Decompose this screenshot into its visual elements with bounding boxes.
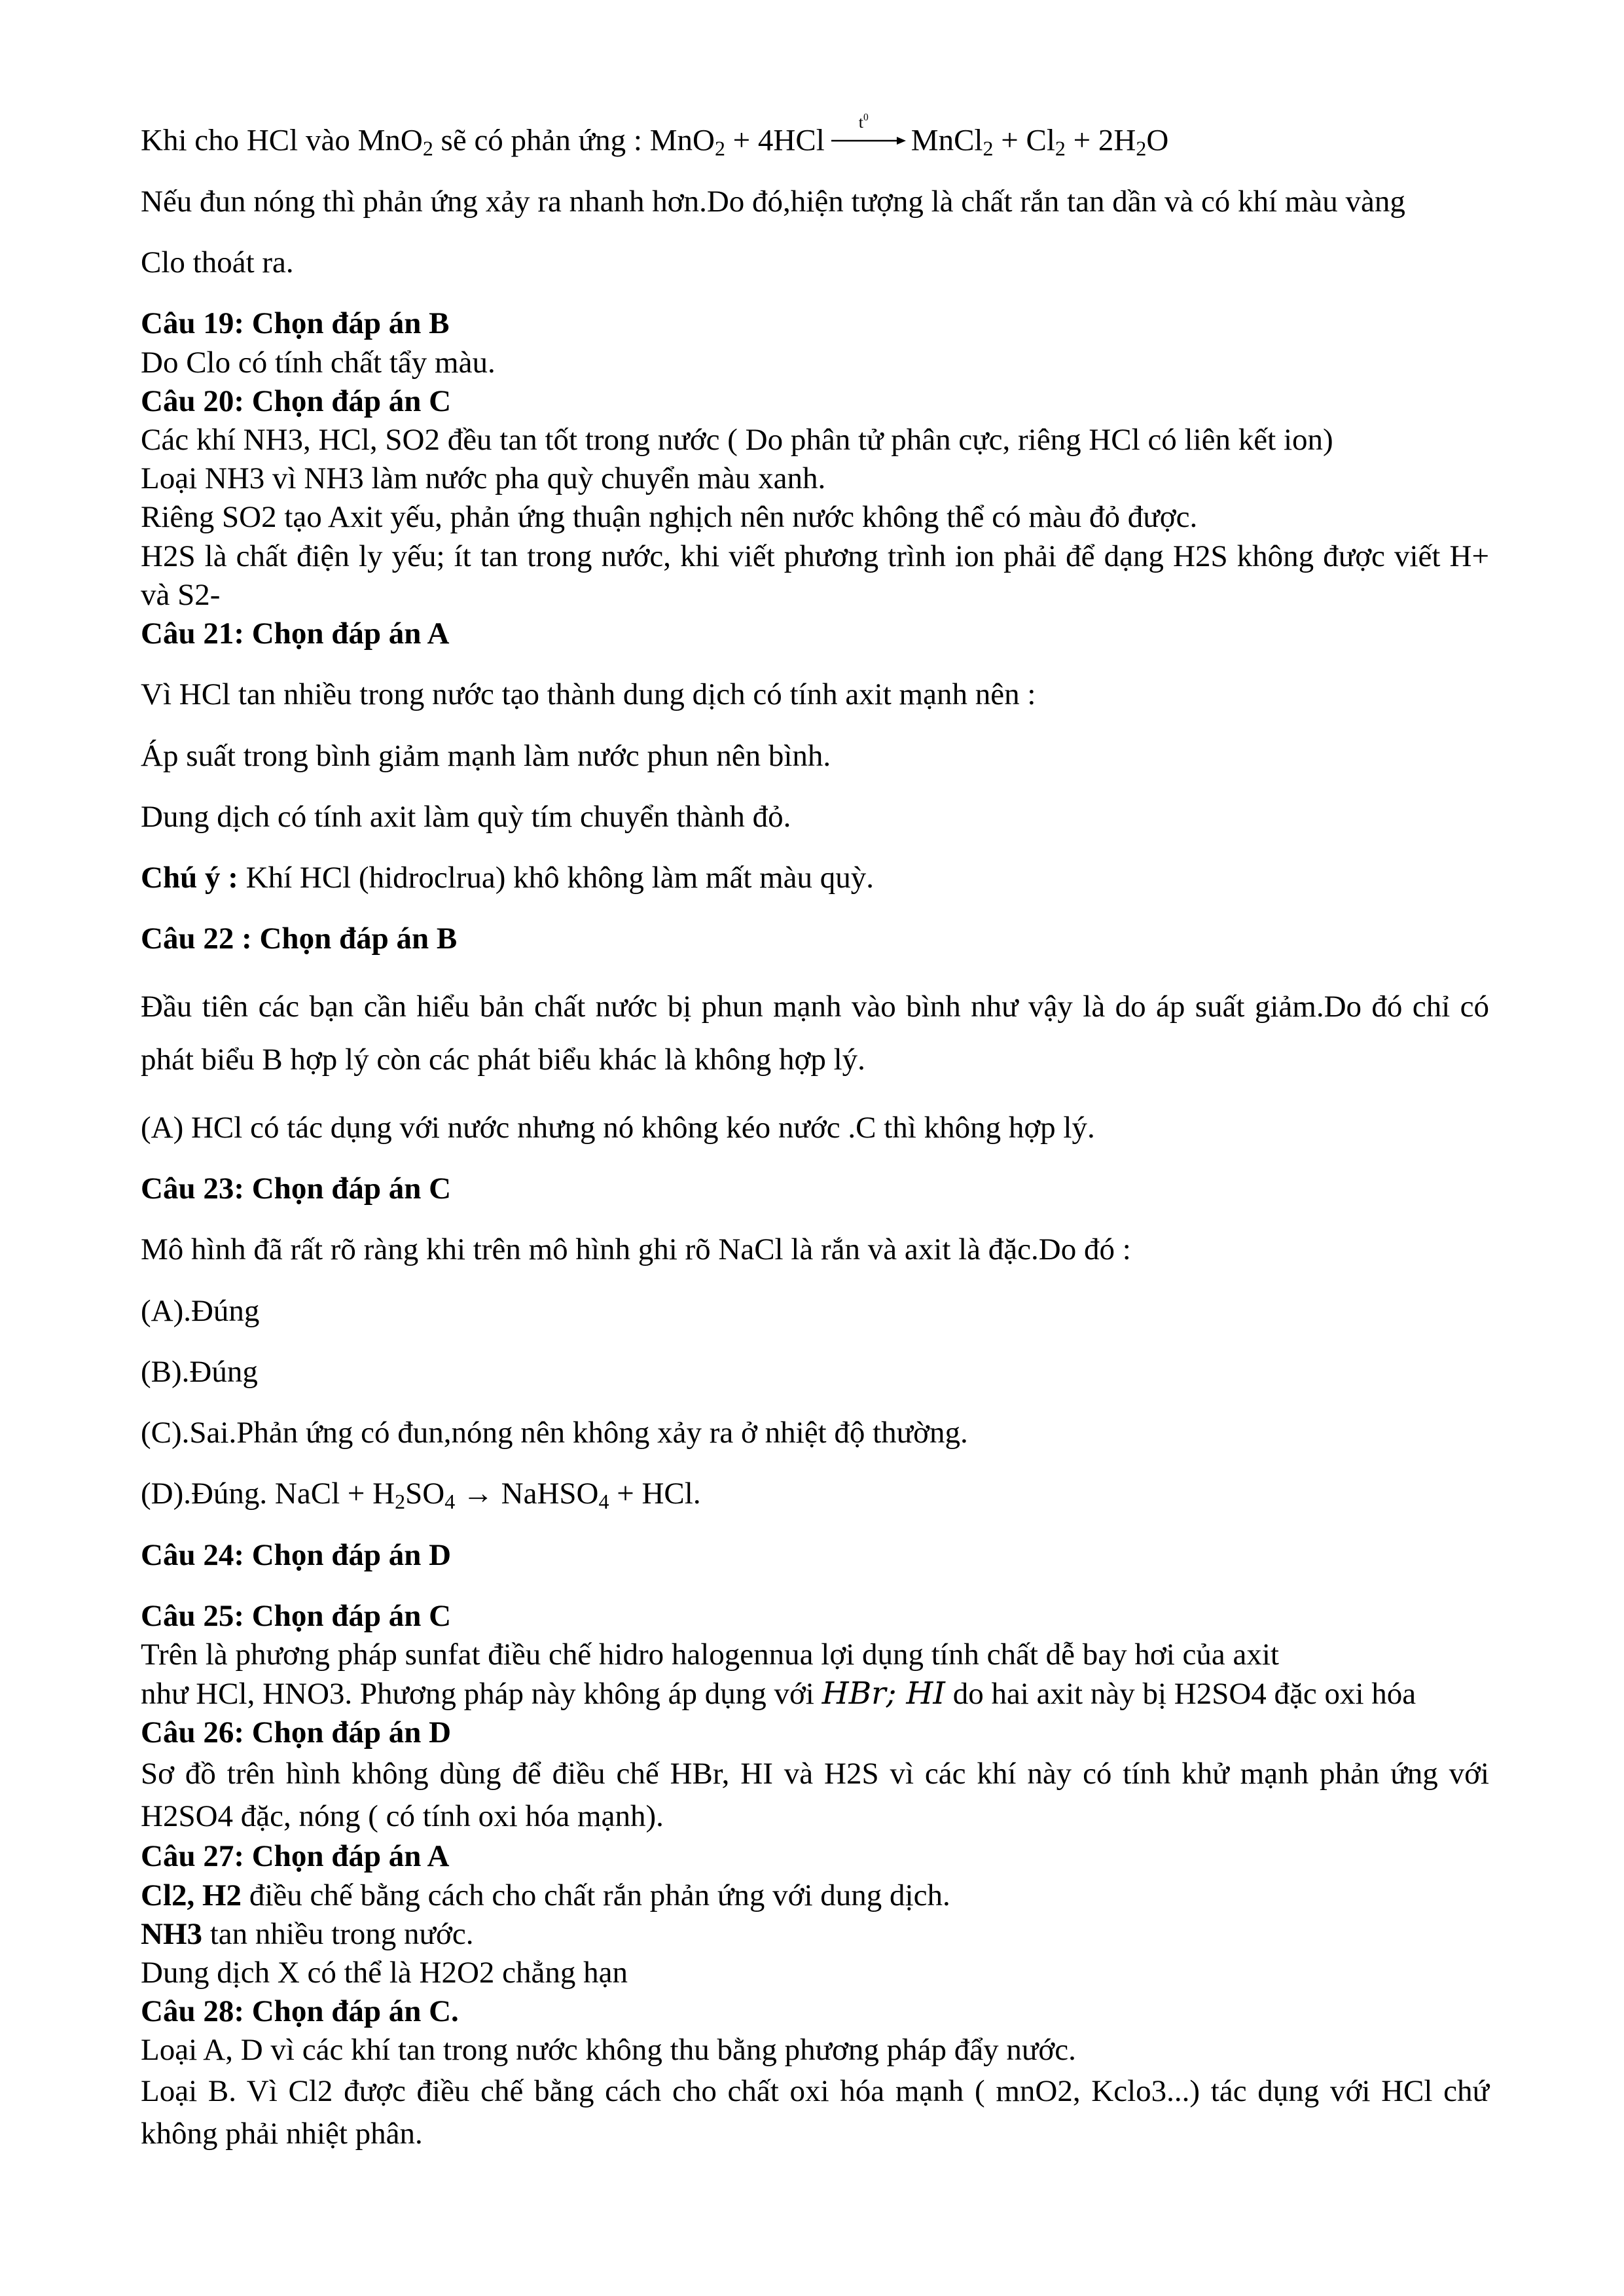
bold-term: Cl2, H2 [141,1878,242,1912]
paragraph-line: Các khí NH3, HCl, SO2 đều tan tốt trong nước ( Do phân tử phân cực, riêng HCl có liên kết ion) [141,422,1333,457]
paragraph-line: Dung dịch có tính axit làm quỳ tím chuyển thành đỏ. [141,799,791,834]
eq-sub: 2 [1136,137,1147,160]
intro-equation-line [141,111,1489,160]
paragraph-line: Dung dịch X có thể là H2O2 chẳng hạn [141,1956,628,1990]
answer-d-part: (D).Đúng. NaCl + H [141,1477,395,1511]
note-label: Chú ý : [141,860,238,895]
text-part: do hai axit này bị H2SO4 đặc oxi hóa [945,1677,1416,1712]
math-inline: HBr; HI [821,1676,945,1712]
paragraph-line: Loại A, D vì các khí tan trong nước không thu bằng phương pháp đẩy nước. [141,2033,1076,2068]
answer-d-sub: 4 [598,1490,609,1514]
answer-d-sub: 4 [444,1490,456,1514]
eq-o: O [1146,123,1169,158]
paragraph-line: Đầu tiên các bạn cần hiểu bản chất nước bị phun mạnh vào bình như vậy là do áp suất giảm.Do đó chỉ có phát biểu B hợp lý còn các phát biểu khác là không hợp lý. [141,990,1489,1077]
cond-t: t [858,112,863,132]
document-page [141,111,1489,2155]
paragraph-line [141,1915,1489,1954]
paragraph-line: Loại B. Vì Cl2 được điều chế bằng cách cho chất oxi hóa mạnh ( mnO2, Kclo3...) tác dụng với HCl chứ không phải nhiệt phân. [141,2073,1489,2151]
paragraph-line: Trên là phương pháp sunfat điều chế hidro halogennua lợi dụng tính chất dễ bay hơi của axit [141,1638,1279,1672]
paragraph-line: Sơ đồ trên hình không dùng để điều chế HBr, HI và H2S vì các khí này có tính khử mạnh phản ứng với H2SO4 đặc, nóng ( có tính oxi hóa mạnh). [141,1756,1489,1833]
answer-d-part: SO [405,1477,445,1511]
question-24-title: Câu 24: Chọn đáp án D [141,1537,452,1572]
text-part: như HCl, HNO3. Phương pháp này không áp dụng với [141,1677,822,1712]
eq-sub: 2 [983,137,994,160]
paragraph-line: Áp suất trong bình giảm mạnh làm nước phun nên bình. [141,738,831,773]
question-20-title: Câu 20: Chọn đáp án C [141,384,452,418]
reaction-arrow [829,111,907,152]
eq-hcl: + 4HCl [725,123,825,158]
paragraph-line [141,1876,1489,1915]
question-22-title: Câu 22 : Chọn đáp án B [141,922,458,956]
eq-sub: 2 [714,137,725,160]
reaction-equation [649,111,1169,160]
eq-sub: 2 [1055,137,1066,160]
question-19-title: Câu 19: Chọn đáp án B [141,306,450,341]
paragraph-line: (A) HCl có tác dụng với nước nhưng nó không kéo nước .C thì không hợp lý. [141,1111,1095,1145]
paragraph-line: Riêng SO2 tạo Axit yếu, phản ứng thuận nghịch nên nước không thể có màu đỏ được. [141,500,1198,535]
text-part: điều chế bằng cách cho chất rắn phản ứng với dung dịch. [242,1878,950,1912]
intro-sub: 2 [422,137,433,160]
eq-h2o: + 2H [1065,123,1136,158]
question-27-title: Câu 27: Chọn đáp án A [141,1839,450,1874]
question-21-title: Câu 21: Chọn đáp án A [141,617,450,651]
paragraph-line: Mô hình đã rất rõ ràng khi trên mô hình ghi rõ NaCl là rắn và axit là đặc.Do đó : [141,1232,1131,1267]
paragraph-line: Clo thoát ra. [141,245,294,280]
cond-sup: 0 [863,111,869,123]
answer-d-part: → NaHSO [455,1477,599,1511]
eq-cl2: + Cl [993,123,1055,158]
paragraph-line: Nếu đun nóng thì phản ứng xảy ra nhanh hơn.Do đó,hiện tượng là chất rắn tan dần và có khí màu vàng [141,184,1405,219]
answer-d [141,1475,1489,1513]
answer-b: (B).Đúng [141,1354,258,1389]
answer-c: (C).Sai.Phản ứng có đun,nóng nên không xảy ra ở nhiệt độ thường. [141,1416,968,1450]
question-23-title: Câu 23: Chọn đáp án C [141,1172,452,1206]
paragraph-line: Vì HCl tan nhiều trong nước tạo thành dung dịch có tính axit mạnh nên : [141,677,1036,712]
paragraph-line: H2S là chất điện ly yếu; ít tan trong nước, khi viết phương trình ion phải để dạng H2S không được viết H+ và S2- [141,539,1489,612]
intro-mid: sẽ có phản ứng : [433,123,650,158]
arrow-icon [829,121,907,160]
paragraph-line [141,1674,1489,1713]
question-28-title: Câu 28: Chọn đáp án C. [141,1994,459,2029]
answer-a: (A).Đúng [141,1293,260,1328]
bold-term: NH3 [141,1916,202,1951]
paragraph-line: Loại NH3 vì NH3 làm nước pha quỳ chuyển màu xanh. [141,461,826,496]
answer-d-sub: 2 [395,1490,406,1514]
eq-mno2: MnO [649,123,715,158]
paragraph-line: Do Clo có tính chất tẩy màu. [141,345,496,380]
text-part: tan nhiều trong nước. [202,1916,474,1951]
question-26-title: Câu 26: Chọn đáp án D [141,1715,452,1750]
eq-mncl2: MnCl [911,123,983,158]
answer-d-part: + HCl. [609,1477,701,1511]
intro-text: Khi cho HCl vào MnO [141,123,423,158]
note-text: Khí HCl (hidroclrua) khô không làm mất màu quỳ. [238,860,875,895]
note-line [141,859,1489,897]
question-25-title: Câu 25: Chọn đáp án C [141,1598,452,1633]
